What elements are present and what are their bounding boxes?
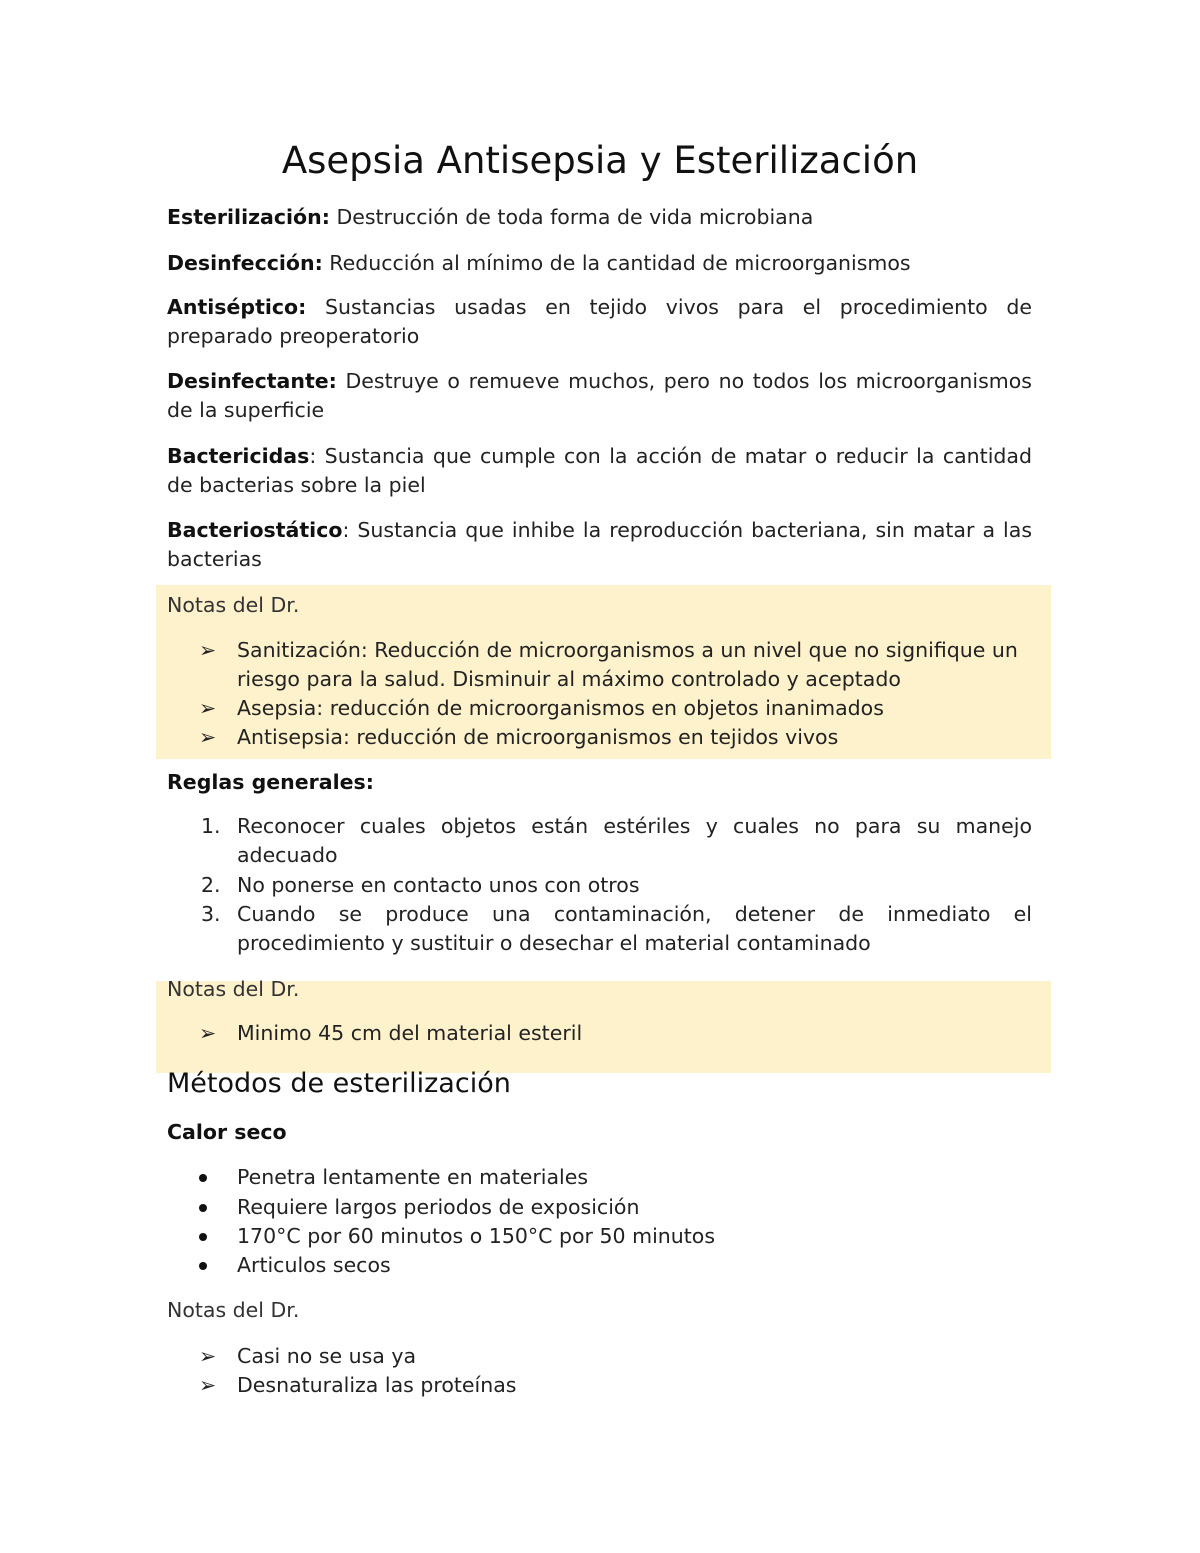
arrow-bullet-icon: ➢ [199,696,217,720]
definition-text: : Sustancia que cumple con la acción de matar o reducir la cantidad de bacterias sobre la piel [167,444,1032,497]
notes-item-text: Antisepsia: reducción de microorganismos en tejidos vivos [237,725,839,749]
calor-seco-heading: Calor seco [167,1120,287,1144]
arrow-bullet-icon: ➢ [199,638,217,662]
list-item [237,1163,1032,1192]
definition-term: Desinfección: [167,251,323,275]
notes-title-2: Notas del Dr. [167,977,300,1001]
definition-text: Destrucción de toda forma de vida microbiana [329,205,814,229]
definition-term: Antiséptico: [167,295,307,319]
definition-text: Sustancias usadas en tejido vivos para el procedimiento de preparado preoperatorio [167,295,1032,348]
rules-item [201,900,1032,958]
notes-item-text: Casi no se usa ya [237,1344,417,1368]
notes-item-text: Asepsia: reducción de microorganismos en objetos inanimados [237,696,884,720]
notes-item [199,723,1032,752]
list-number: 1. [201,814,221,838]
rules-heading: Reglas generales: [167,770,374,794]
methods-heading: Métodos de esterilización [167,1068,511,1099]
definition-bactericidas [167,442,1032,500]
notes-title-3: Notas del Dr. [167,1298,300,1322]
notes-item [199,636,1037,694]
definition-desinfeccion [167,249,1032,278]
rules-item-text: No ponerse en contacto unos con otros [237,873,640,897]
list-number: 3. [201,902,221,926]
list-item-text: Requiere largos periodos de exposición [237,1195,640,1219]
notes-item [199,694,1032,723]
notes-item [199,1019,1032,1048]
notes-item-text: Desnaturaliza las proteínas [237,1373,517,1397]
arrow-bullet-icon: ➢ [199,1373,217,1397]
definition-antiseptico [167,293,1032,351]
definition-text: Destruye o remueve muchos, pero no todos los microorganismos de la superficie [167,369,1032,422]
definition-text: : Sustancia que inhibe la reproducción bacteriana, sin matar a las bacterias [167,518,1032,571]
definition-esterilizacion [167,203,1032,232]
rules-item [201,812,1032,870]
definition-bacteriostatico [167,516,1032,574]
arrow-bullet-icon: ➢ [199,1021,217,1045]
rules-item-text: Reconocer cuales objetos están estériles y cuales no para su manejo adecuado [237,814,1032,867]
arrow-bullet-icon: ➢ [199,725,217,749]
arrow-bullet-icon: ➢ [199,1344,217,1368]
list-item [237,1222,1032,1251]
rules-item [201,871,1032,900]
notes-title-1: Notas del Dr. [167,593,300,617]
list-item [237,1193,1032,1222]
definition-term: Bactericidas [167,444,310,468]
list-item-text: Penetra lentamente en materiales [237,1165,589,1189]
document-title: Asepsia Antisepsia y Esterilización [281,139,919,182]
definition-term: Desinfectante: [167,369,337,393]
notes-item-text: Minimo 45 cm del material esteril [237,1021,583,1045]
notes-item [199,1342,1032,1371]
notes-item-text: Sanitización: Reducción de microorganismos a un nivel que no signifique un riesgo para la salud. Disminuir al máximo controlado y aceptado [237,638,1018,691]
definition-term: Esterilización: [167,205,330,229]
list-number: 2. [201,873,221,897]
notes-item [199,1371,1032,1400]
list-item-text: Articulos secos [237,1253,391,1277]
definition-text: Reducción al mínimo de la cantidad de microorganismos [322,251,911,275]
list-item-text: 170°C por 60 minutos o 150°C por 50 minutos [237,1224,716,1248]
rules-item-text: Cuando se produce una contaminación, detener de inmediato el procedimiento y sustituir o desechar el material contaminado [237,902,1032,955]
list-item [237,1251,1032,1280]
definition-desinfectante [167,367,1032,425]
definition-term: Bacteriostático [167,518,343,542]
